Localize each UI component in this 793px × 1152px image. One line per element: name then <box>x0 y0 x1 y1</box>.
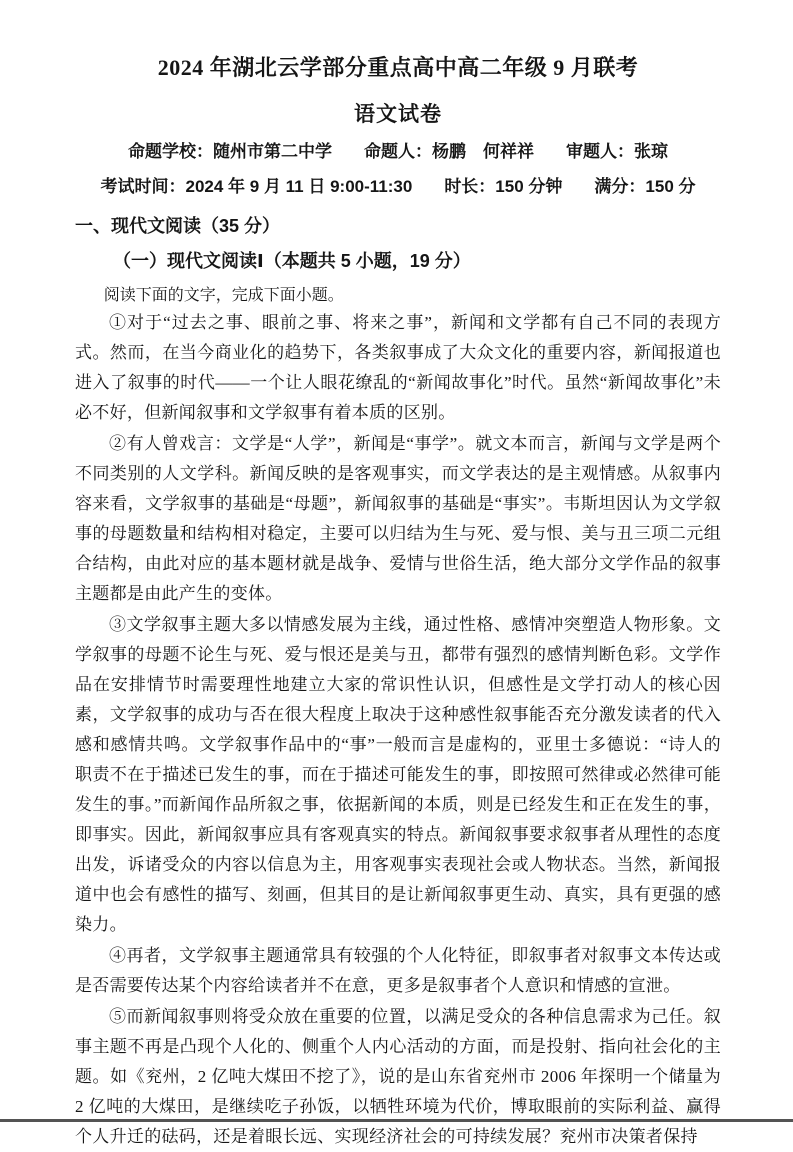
meta-duration: 时长：150 分钟 <box>444 177 563 196</box>
reading-passage <box>75 308 721 1152</box>
exam-meta-line-2 <box>75 176 721 198</box>
meta-school: 命题学校：随州市第二中学 <box>128 142 332 161</box>
passage-paragraph-5: ⑤而新闻叙事则将受众放在重要的位置，以满足受众的各种信息需求为己任。叙事主题不再是凸现个人化的、侧重个人内心活动的方面，而是投射、指向社会化的主题。如《兖州，2 亿吨大煤田不挖了》，说的是山东省兖州市 2006 年探明一个储量为 2 亿吨的大煤田，是继续吃子孙饭，以牺牲环境为代价，博取眼前的实际利益、赢得个人升迁的砝码，还是着眼长远、实现经济社会的可持续发展？兖州市决策者保持 <box>75 1007 721 1146</box>
meta-full-score: 满分：150 分 <box>594 177 696 196</box>
passage-paragraph-2: ②有人曾戏言：文学是“人学”，新闻是“事学”。就文本而言，新闻与文学是两个不同类别的人文学科。新闻反映的是客观事实，而文学表达的是主观情感。从叙事内容来看，文学叙事的基础是“母题”，新闻叙事的基础是“事实”。韦斯坦因认为文学叙事的母题数量和结构相对稳定，主要可以归结为生与死、爱与恨、美与丑三项二元组合结构，由此对应的基本题材就是战争、爱情与世俗生活，绝大部分文学作品的叙事主题都是由此产生的变体。 <box>75 434 721 603</box>
section-1-heading: 一、现代文阅读（35 分） <box>75 216 281 236</box>
passage-paragraph-3: ③文学叙事主题大多以情感发展为主线，通过性格、感情冲突塑造人物形象。文学叙事的母题不论生与死、爱与恨还是美与丑，都带有强烈的感情判断色彩。文学作品在安排情节时需要理性地建立大家的常识性认识，但感性是文学打动人的核心因素，文学叙事的成功与否在很大程度上取决于这种感性叙事能否充分激发读者的代入感和感情共鸣。文学叙事作品中的“事”一般而言是虚构的，亚里士多德说：“诗人的职责不在于描述已发生的事，而在于描述可能发生的事，即按照可然律或必然律可能发生的事。”而新闻作品所叙之事，依据新闻的本质，则是已经发生和正在发生的事，即事实。因此，新闻叙事应具有客观真实的特点。新闻叙事要求叙事者从理性的态度出发，诉诸受众的内容以信息为主，用客观事实表现社会或人物状态。当然，新闻报道中也会有感性的描写、刻画，但其目的是让新闻叙事更生动、真实，具有更强的感染力。 <box>75 615 721 934</box>
exam-meta-line-1 <box>75 141 721 163</box>
passage-paragraph-4: ④再者，文学叙事主题通常具有较强的个人化特征，即叙事者对叙事文本传达或是否需要传达某个内容给读者并不在意，更多是叙事者个人意识和情感的宣泄。 <box>75 946 721 995</box>
meta-reviewer: 审题人：张琼 <box>566 142 668 161</box>
meta-exam-time: 考试时间：2024 年 9 月 11 日 9:00-11:30 <box>100 177 413 196</box>
meta-setters: 命题人：杨鹏 何祥祥 <box>364 142 534 161</box>
page-title: 2024 年湖北云学部分重点高中高二年级 9 月联考 <box>157 55 639 80</box>
page-subtitle: 语文试卷 <box>354 102 442 126</box>
passage-paragraph-1: ①对于“过去之事、眼前之事、将来之事”，新闻和文学都有自己不同的表现方式。然而，在当今商业化的趋势下，各类叙事成了大众文化的重要内容，新闻报道也进入了叙事的时代——一个让人眼花缭乱的“新闻故事化”时代。虽然“新闻故事化”未必不好，但新闻叙事和文学叙事有着本质的区别。 <box>75 313 721 422</box>
reading-instruction: 阅读下面的文字，完成下面小题。 <box>103 287 344 304</box>
section-1-subheading: （一）现代文阅读Ⅰ（本题共 5 小题，19 分） <box>113 251 471 271</box>
